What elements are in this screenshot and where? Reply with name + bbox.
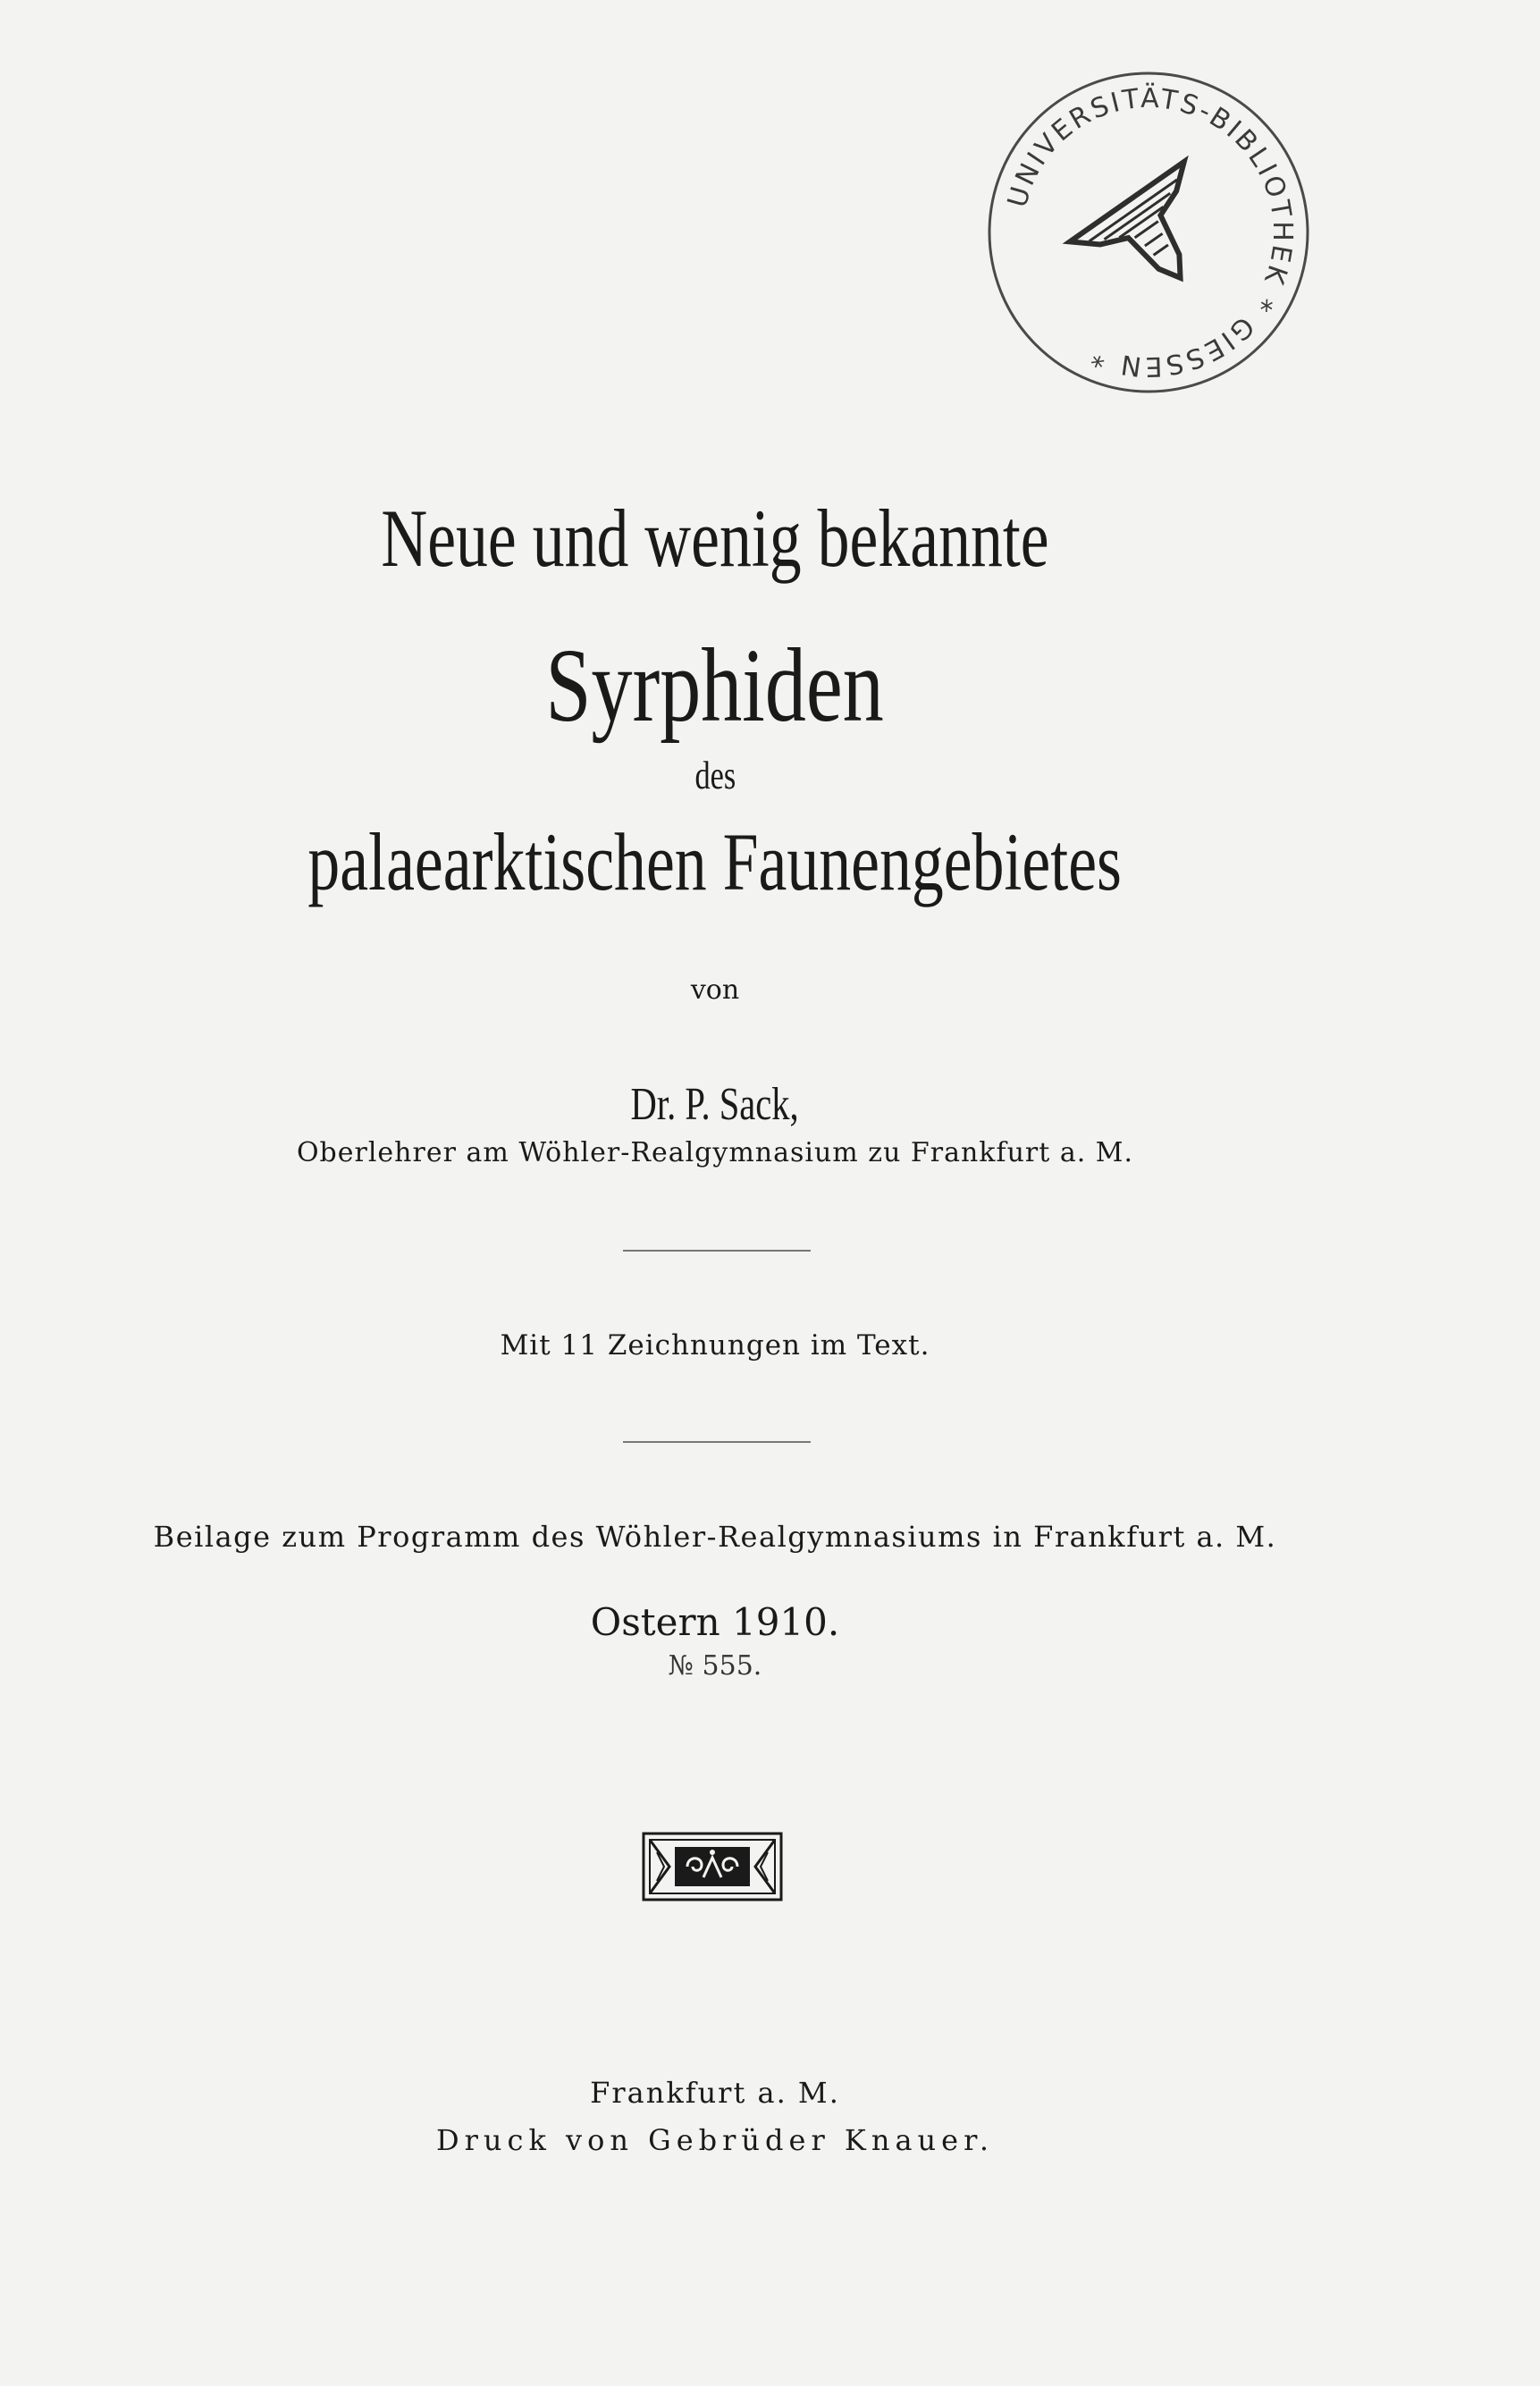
library-seal-icon: [983, 67, 1314, 398]
title-line-3: des: [694, 754, 736, 797]
supplement-date: Ostern 1910.: [590, 1600, 840, 1644]
divider: [623, 1441, 811, 1443]
supplement-text: Beilage zum Programm des Wöhler-Realgymnasiums in Frankfurt a. M.: [153, 1520, 1277, 1554]
illustrations-note: Mit 11 Zeichnungen im Text.: [500, 1329, 930, 1362]
imprint-place: Frankfurt a. M.: [590, 2076, 840, 2110]
author-affiliation: Oberlehrer am Wöhler-Realgymnasium zu Frankfurt a. M.: [296, 1137, 1134, 1168]
imprint-printer: Druck von Gebrüder Knauer.: [435, 2123, 995, 2157]
shield-emblem-icon: [1070, 162, 1237, 318]
divider: [623, 1250, 811, 1252]
printer-ornament-icon: [641, 1831, 784, 1902]
stamp-text: UNIVERSITÄTS-BIBLIOTHEK * GIESSEN *: [1001, 82, 1299, 383]
title-line-4: palaearktischen Faunengebietes: [307, 816, 1123, 907]
title-line-1: Neue und wenig bekannte: [381, 493, 1049, 584]
supplement-number: № 555.: [668, 1650, 762, 1682]
author-name: Dr. P. Sack,: [630, 1079, 800, 1130]
author-by: von: [690, 974, 740, 1006]
title-line-2: Syrphiden: [545, 627, 885, 744]
